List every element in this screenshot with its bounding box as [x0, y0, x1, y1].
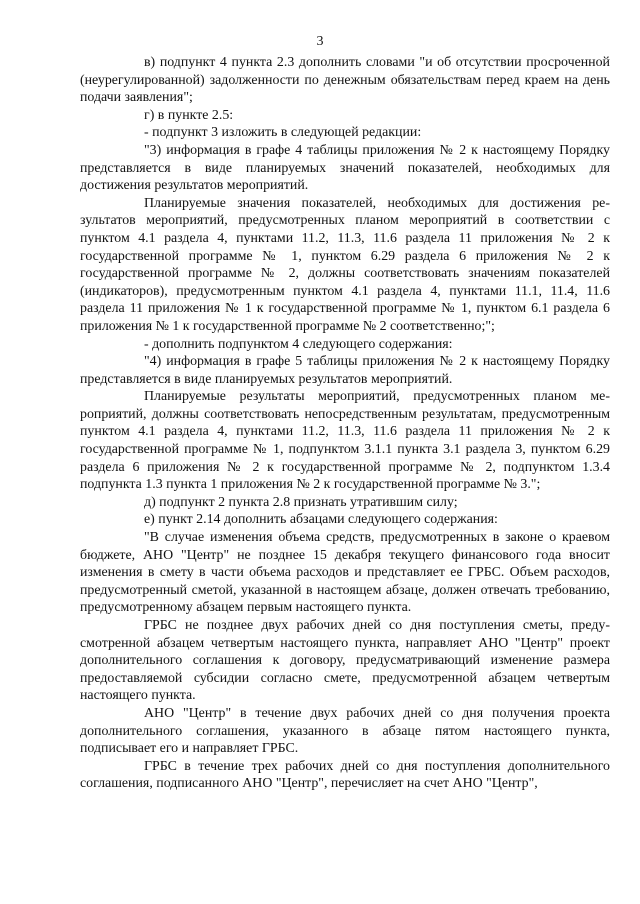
paragraph: - подпункт 3 изложить в следующей редакции: — [144, 125, 422, 141]
paragraph: д) подпункт 2 пункта 2.8 признать утратившим силу; — [144, 494, 458, 510]
document-body — [80, 54, 610, 793]
paragraph: - дополнить подпунктом 4 следующего содержания: — [144, 336, 453, 352]
page-number: 3 — [316, 34, 324, 49]
paragraph: Планируемые результаты мероприятий, предусмотренных планом мероприятий, должны соответствовать непосредственным результатам, предусмотренным пунктом 4.1 раздела 4, пунктами 11.2, 11.3, 11.6 раздела 11 приложения № 2 к государственной программе № 1, подпунктом 3.1.1 пункта 3.1 раздела 3, пунктом 6.29 раздела 6 приложения № 2 к государственной программе № 2, подпунктом 1.3.4 подпункта 1.3 пункта 1 приложения № 2 к государственной программе № 3."; — [80, 389, 610, 493]
paragraph: "3) информация в графе 4 таблицы приложения № 2 к настоящему Порядку представляется в виде планируемых значений показателей, необходимых для достижения результатов мероприятий. — [80, 142, 610, 194]
paragraph: АНО "Центр" в течение двух рабочих дней со дня получения проекта дополнительного соглашения, указанного в абзаце пятом настоящего пункта, подписывает его и направляет ГРБС. — [80, 705, 610, 757]
paragraph: ГРБС не позднее двух рабочих дней со дня поступления сметы, предусмотренной абзацем четвертым настоящего пункта, направляет АНО "Центр" проект дополнительного соглашения к договору, предусматривающий изменение размера предоставляемой субсидии согласно смете, предусмотренной абзацем четвертым настоящего пункта. — [80, 618, 610, 704]
paragraph: в) подпункт 4 пункта 2.3 дополнить словами "и об отсутствии просроченной (неурегулированной) задолженности по денежным обязательствам перед краем на день подачи заявления"; — [80, 55, 610, 106]
paragraph: "4) информация в графе 5 таблицы приложения № 2 к настоящему Порядку представляется в виде планируемых результатов мероприятий. — [80, 354, 610, 387]
paragraph: "В случае изменения объема средств, предусмотренных в законе о краевом бюджете, АНО "Центр" не позднее 15 декабря текущего финансового года вносит изменения в смету в части объема расходов и представляет ее ГРБС. Объем расходов, предусмотренный сметой, указанной в настоящем абзаце, должен отвечать требованию, предусмотренному абзацем первым настоящего пункта. — [80, 530, 610, 616]
paragraph: г) в пункте 2.5: — [144, 107, 234, 123]
paragraph: ГРБС в течение трех рабочих дней со дня поступления дополнительного соглашения, подписанного АНО "Центр", перечисляет на счет АНО "Центр", — [80, 758, 610, 792]
paragraph: е) пункт 2.14 дополнить абзацами следующего содержания: — [144, 512, 498, 528]
paragraph: Планируемые значения показателей, необходимых для достижения результатов мероприятий, предусмотренных планом мероприятий в соответствии с пунктом 4.1 раздела 4, пунктами 11.2, 11.3, 11.6 раздела 11 приложения № 2 к государственной программе № 1, пунктом 6.29 раздела 6 приложения № 2 к государственной программе № 2, должны соответствовать значениям показателей (индикаторов), предусмотренным пунктом 4.1 раздела 4, пунктами 11.1, 11.4, 11.6 раздела 11 приложения № 1 к государственной программе № 1, пунктом 6.1 раздела 6 приложения № 1 к государственной программе № 2 соответственно;"; — [80, 195, 610, 334]
